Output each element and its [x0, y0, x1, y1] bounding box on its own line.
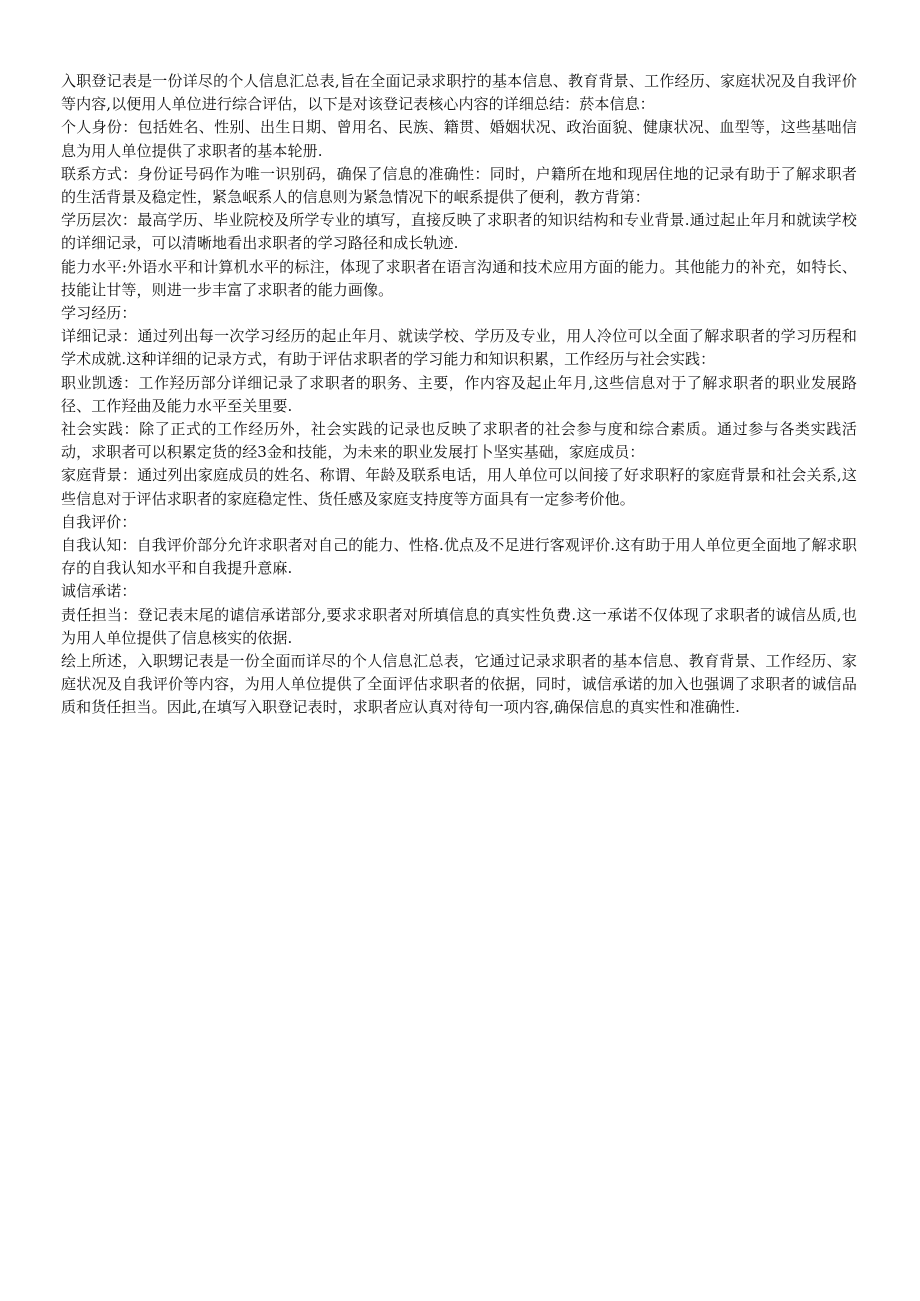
paragraph-personal-identity: 个人身份：包括姓名、性别、出生日期、曾用名、民族、籍贯、婚姻状况、政治面貌、健康状况、血型等，这些基咄信息为用人单位提供了求职者的基本轮册.: [61, 118, 857, 160]
paragraph-education-level: 学历层次：最高学历、毕业院校及所学专业的填写，直接反映了求职者的知识结构和专业背景.通过起止年月和就读学校的详细记录，可以清晰地看出求职者的学习路径和成长轨迹.: [61, 211, 857, 253]
paragraph-contact-info: 联系方式：身份证号码作为唯一识别码，确保了信息的准确性：同时，户籍所在地和现居住地的记录有助于了解求职者的生活背景及稳定性，紧急岷系人的信息则为紧急情况下的岷系提供了便利，教方背第：: [61, 164, 857, 207]
paragraph-detailed-record: 详细记录：通过列出每一次学习经历的起止年月、就读学校、学历及专业，用人冷位可以全面了解求职者的学习历程和学术成就.这种详细的记录方式，有助于评估求职者的学习能力和知识积累，工作经历与社会实践：: [61, 327, 857, 369]
heading-study-history: 学习经历：: [61, 304, 137, 323]
paragraph-responsibility: 责任担当：登记表末尾的谑信承诺部分,要求求职者对所填信息的真实性负费.这一承诺不仅体现了求职者的诚信丛质,也为用人单位提供了信息核实的依据.: [61, 605, 857, 647]
paragraph-family-background: 家庭背景：通过列出家庭成员的姓名、称谓、年龄及联系电话，用人单位可以间接了好求职籽的家庭背景和社会关系,这些信息对于评估求职者的家庭稳定性、货任感及家庭支持度等方面具有一定参考价他。: [61, 466, 857, 508]
document-body: [61, 70, 857, 720]
paragraph-intro: 入职登记表是一份详尽的个人信息汇总表,旨在全面记录求职拧的基本信息、教育背景、工作经历、家庭状况及自我评价等内容,以便用人单位进行综合评估，以下是对该登记表核心内容的详细总结：菸本信息：: [61, 72, 857, 114]
paragraph-social-practice: 社会实践：除了正式的工作经历外，社会实践的记录也反映了求职者的社会参与度和综合素质。通过参与各类实践活动，求职者可以积累定货的经3金和技能，为未来的职业发展打卜坚实基础，家庭成员：: [61, 420, 857, 462]
paragraph-ability-level: 能力水平:外语水平和计算机水平的标注，体现了求职者在语言沟通和技术应用方面的能力。其他能力的补充，如特长、技能让甘等，则进一步丰富了求职者的能力画像。: [61, 257, 857, 299]
paragraph-self-awareness: 自我认知：自我评价部分允许求职者对自己的能力、性格.优点及不足进行客观评价.这有助于用人单位更全面地了解求职存的自我认知水平和自我提升意麻.: [61, 536, 857, 578]
heading-self-evaluation: 自我评价：: [61, 512, 137, 531]
paragraph-conclusion: 绘上所述，入职甥记表是一份全面而详尽的个人信息汇总表，它通过记录求职者的基本信息、教育背景、工作经历、家庭状况及自我评价等内容，为用人单位提供了全面评估求职者的依据，同时，诚信承诺的加入也强调了求职者的诚信品质和货任担当。因此,在填写入职登记表时，求职者应认真对待旬一项内容,确保信息的真实性和准确性.: [61, 652, 857, 717]
paragraph-career-development: 职业凯透：工作羟历部分详细记录了求职者的职务、主要，作内容及起止年月,这些信息对于了解求职者的职业发展路径、工作羟曲及能力水平至关里要.: [61, 373, 857, 415]
heading-integrity-pledge: 诚信承诺：: [61, 582, 137, 601]
